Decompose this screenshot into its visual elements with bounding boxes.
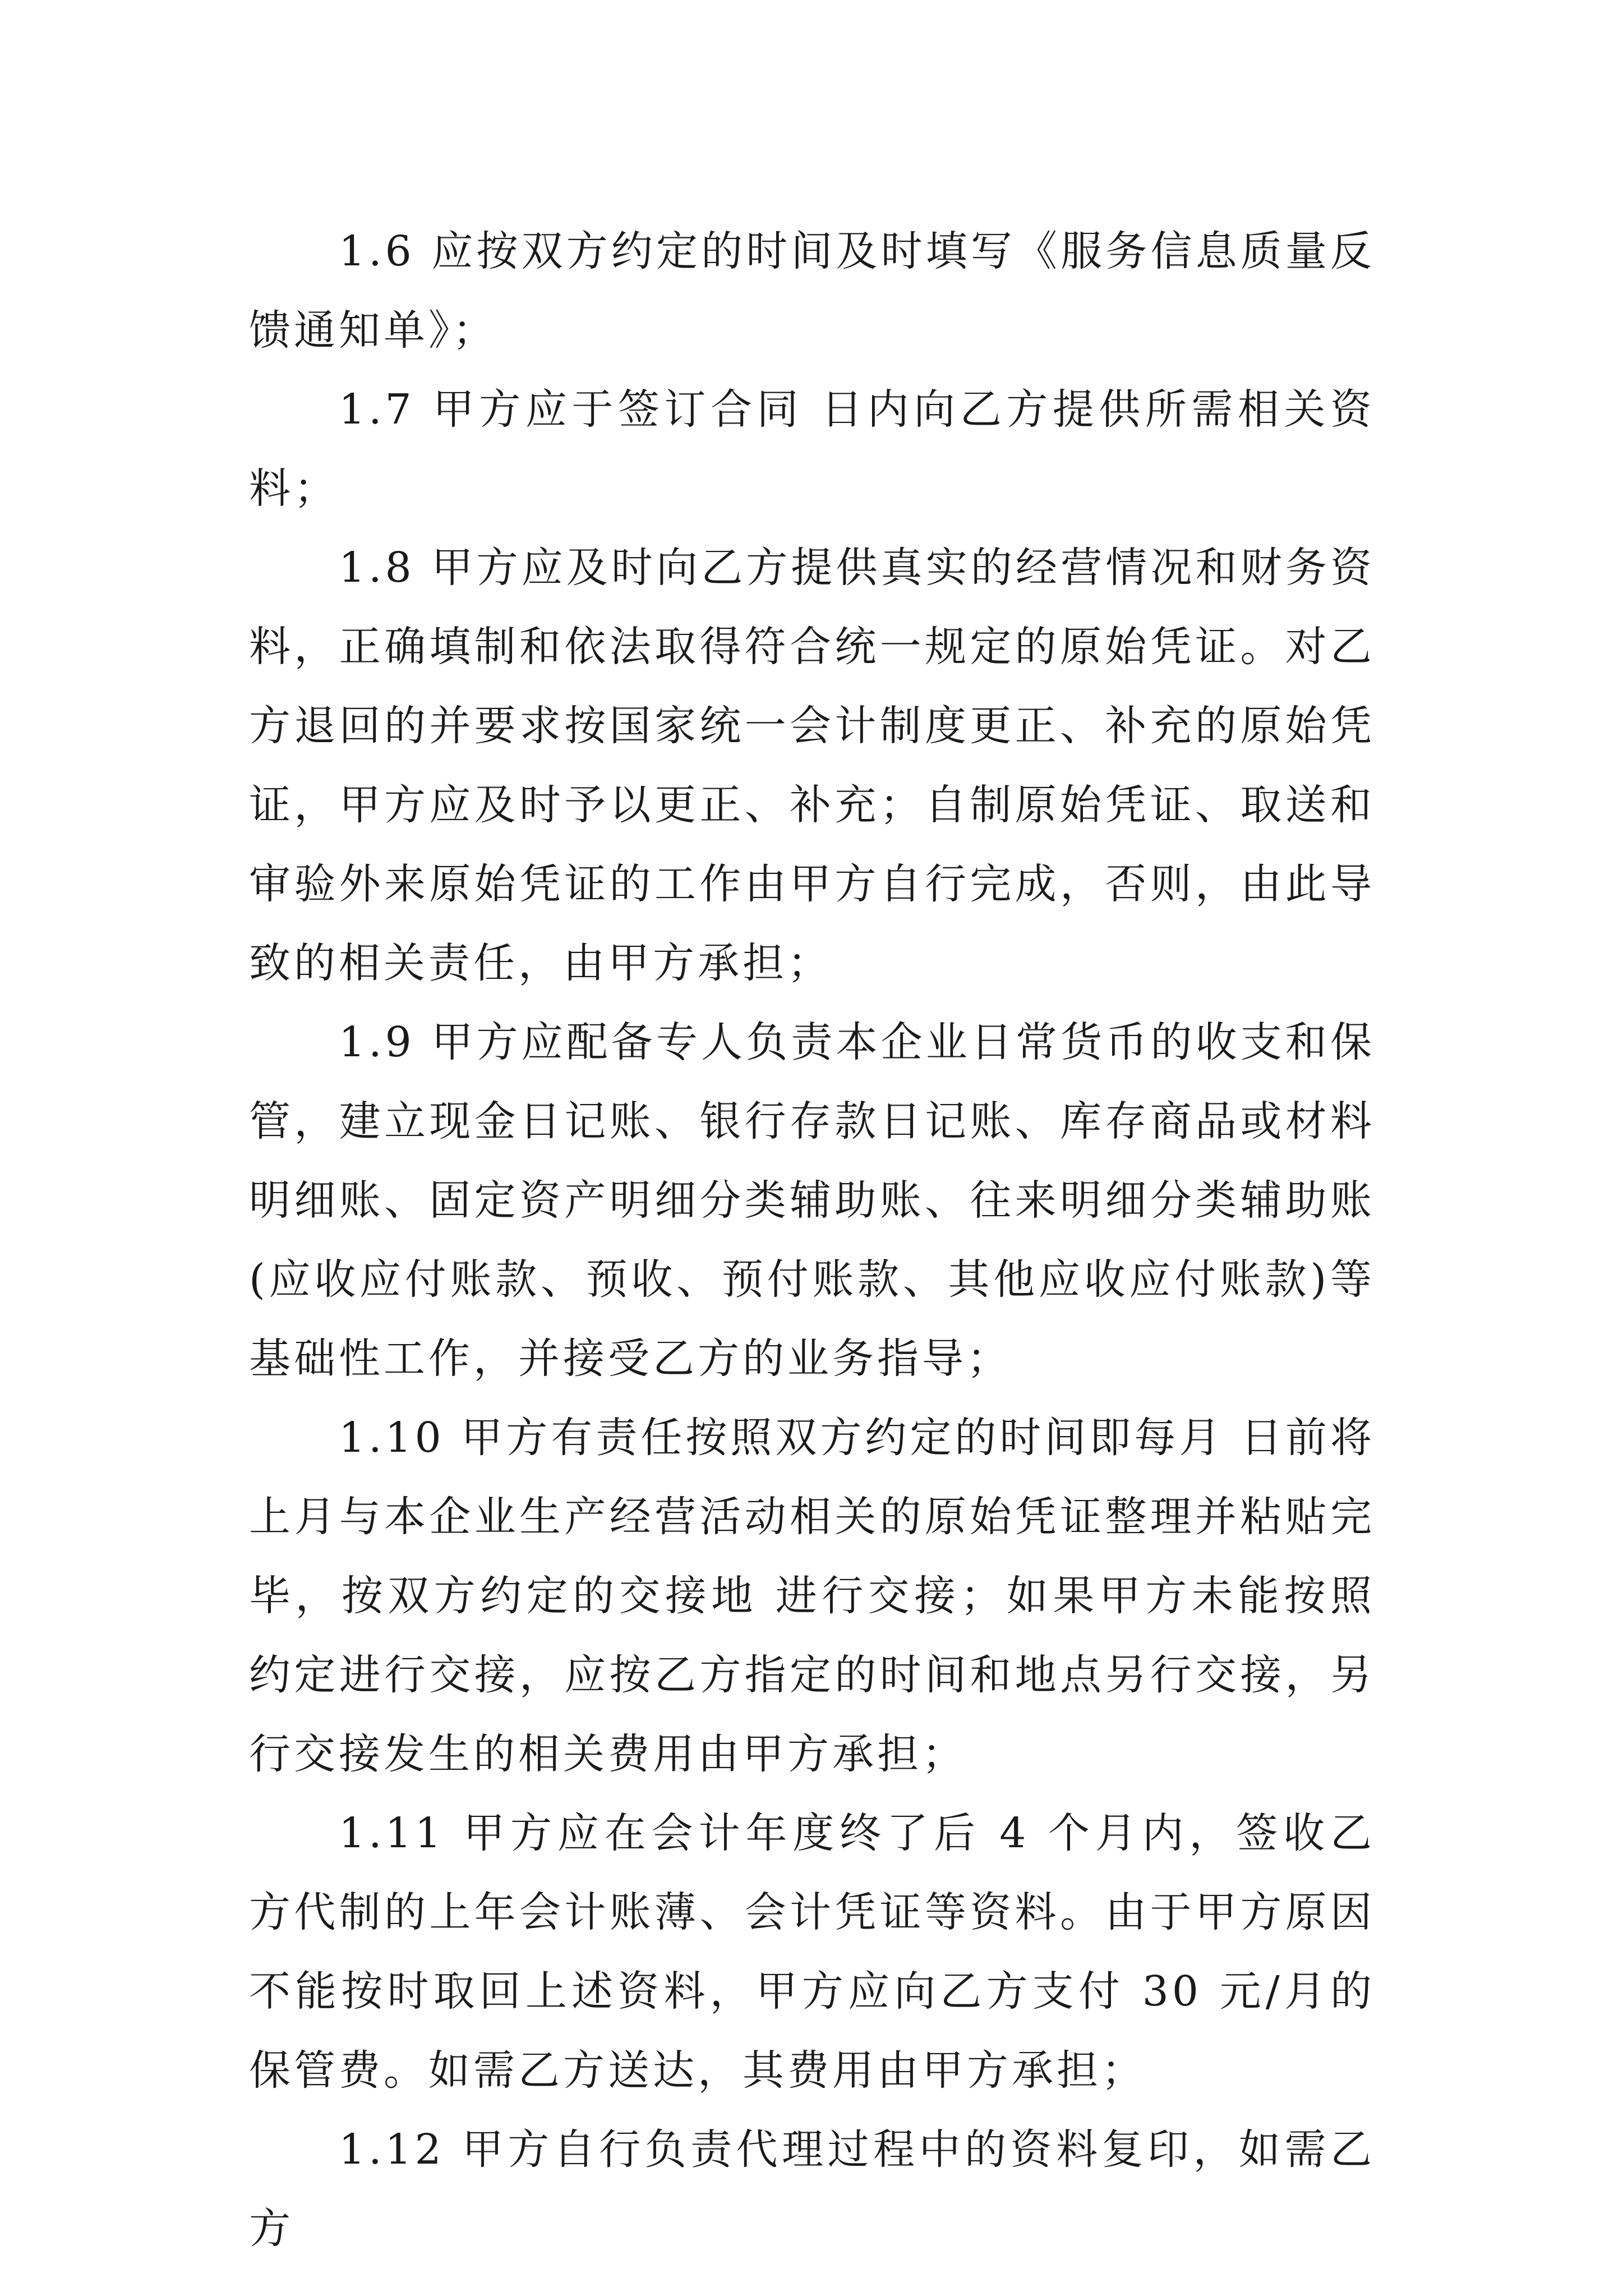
clause-1-12: 1.12 甲方自行负责代理过程中的资料复印，如需乙方 [249,2125,1375,2253]
clause-1-11: 1.11 甲方应在会计年度终了后 4 个月内，签收乙方代制的上年会计账薄、会计凭证等资料。由于甲方原因不能按时取回上述资料，甲方应向乙方支付 30 元/月的保管费。如需乙方送达，其费用由甲方承担； [249,1809,1375,2095]
clause-1-6: 1.6 应按双方约定的时间及时填写《服务信息质量反馈通知单》； [249,227,1375,355]
document-body [249,212,1375,2269]
clause-1-7: 1.7 甲方应于签订合同 日内向乙方提供所需相关资料； [249,385,1375,513]
clause-1-9: 1.9 甲方应配备专人负责本企业日常货币的收支和保管，建立现金日记账、银行存款日记账、库存商品或材料明细账、固定资产明细分类辅助账、往来明细分类辅助账(应收应付账款、预收、预付账款、其他应收应付账款)等基础性工作，并接受乙方的业务指导； [249,1018,1375,1383]
clause-1-8: 1.8 甲方应及时向乙方提供真实的经营情况和财务资料，正确填制和依法取得符合统一规定的原始凭证。对乙方退回的并要求按国家统一会计制度更正、补充的原始凭证，甲方应及时予以更正、补充；自制原始凭证、取送和审验外来原始凭证的工作由甲方自行完成，否则，由此导致的相关责任，由甲方承担； [249,544,1375,987]
clause-1-10: 1.10 甲方有责任按照双方约定的时间即每月 日前将上月与本企业生产经营活动相关的原始凭证整理并粘贴完毕，按双方约定的交接地 进行交接；如果甲方未能按照约定进行交接，应按乙方指定的时间和地点另行交接，另行交接发生的相关费用由甲方承担； [249,1414,1375,1778]
